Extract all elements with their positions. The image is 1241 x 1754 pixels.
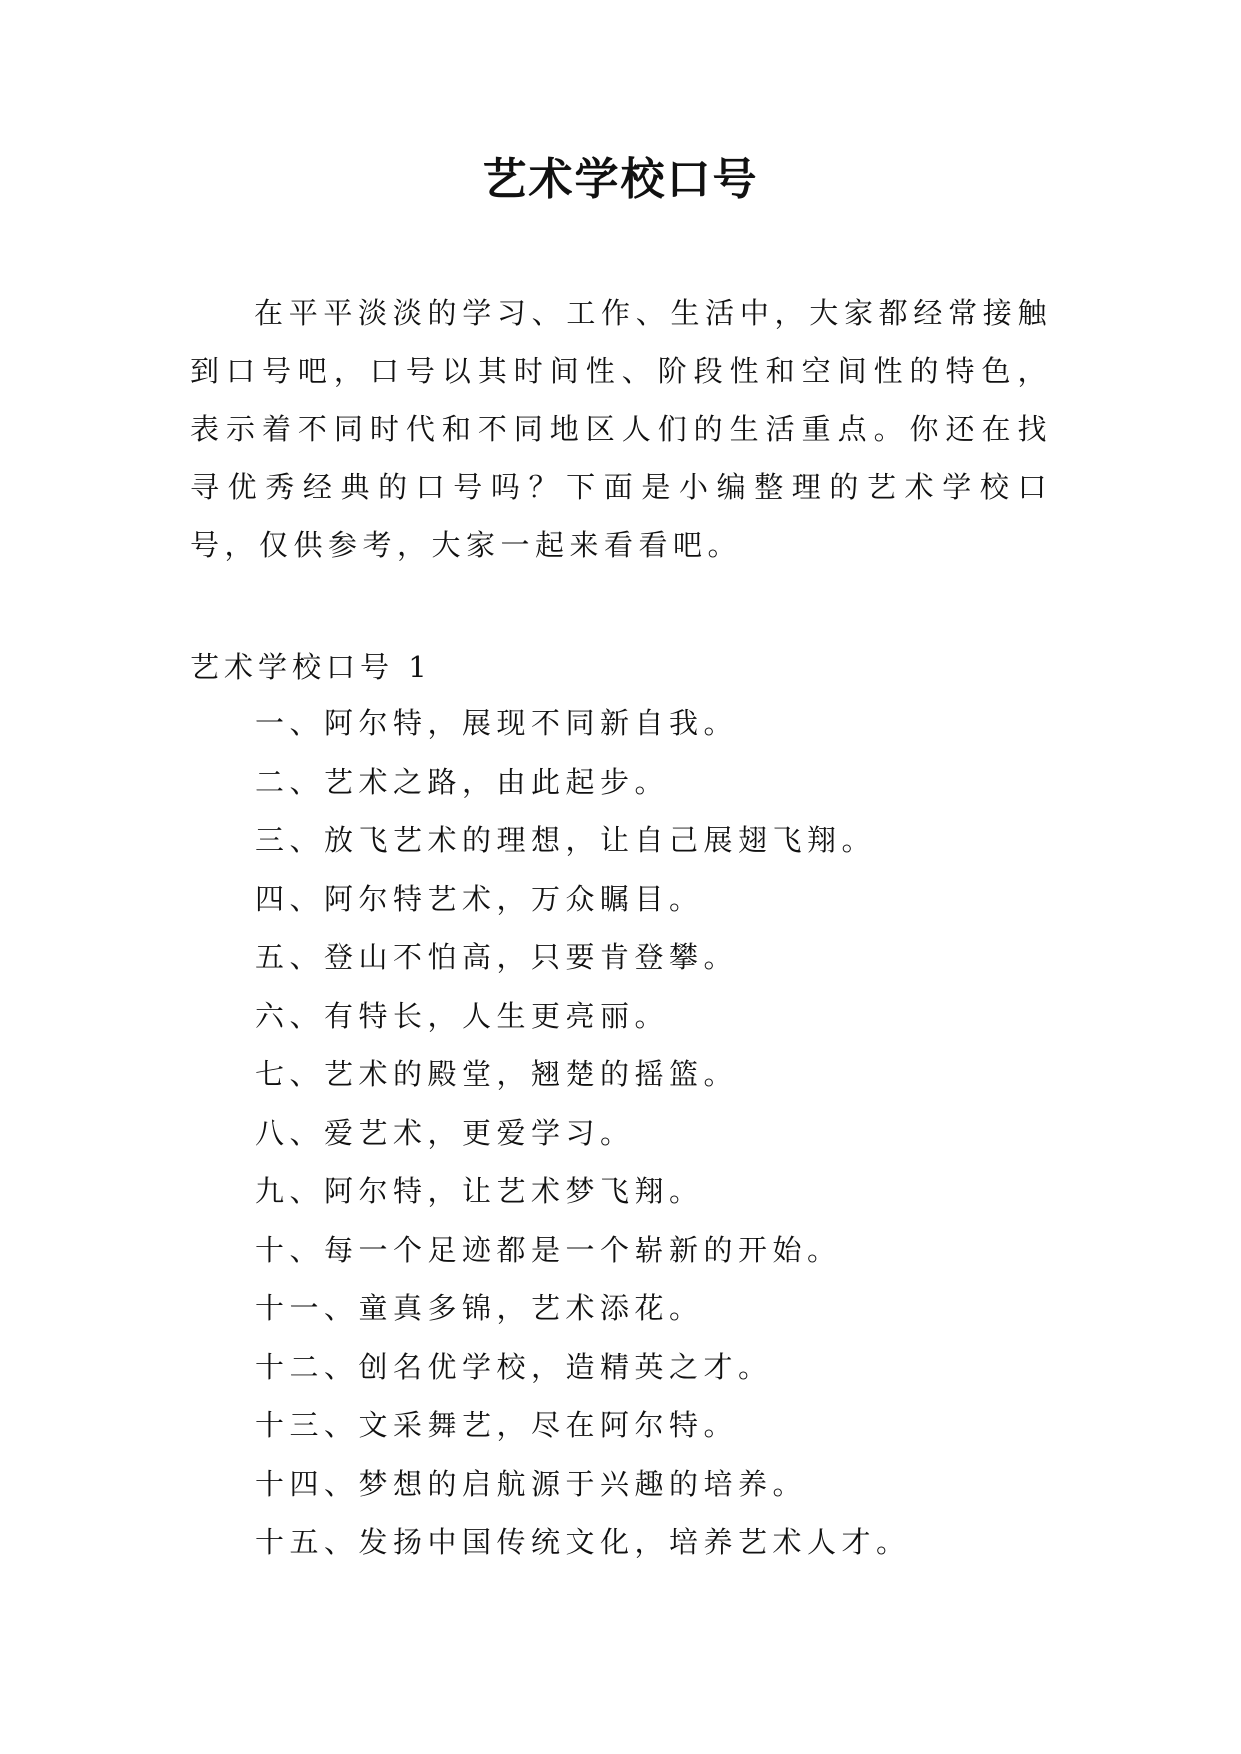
slogan-item: 九、阿尔特，让艺术梦飞翔。: [255, 1174, 704, 1208]
slogan-item: 十三、文采舞艺，尽在阿尔特。: [255, 1408, 739, 1442]
slogan-item: 三、放飞艺术的理想，让自己展翅飞翔。: [255, 823, 877, 857]
slogan-item: 十一、童真多锦，艺术添花。: [255, 1291, 704, 1325]
slogan-item: 六、有特长，人生更亮丽。: [255, 998, 670, 1033]
slogan-item: 十二、创名优学校，造精英之才。: [255, 1349, 773, 1384]
slogan-item: 二、艺术之路，由此起步。: [255, 764, 670, 799]
slogan-item: 一、阿尔特，展现不同新自我。: [255, 706, 739, 740]
slogan-item: 八、爱艺术，更爱学习。: [255, 1115, 635, 1150]
slogan-item: 七、艺术的殿堂，翘楚的摇篮。: [255, 1057, 739, 1091]
slogan-item: 十、每一个足迹都是一个崭新的开始。: [255, 1232, 842, 1267]
section-heading: 艺术学校口号 1: [190, 650, 432, 684]
slogan-item: 五、登山不怕高，只要肯登攀。: [255, 940, 739, 974]
page-title: 艺术学校口号: [482, 154, 759, 205]
slogan-item: 四、阿尔特艺术，万众瞩目。: [255, 881, 704, 916]
slogan-item: 十四、梦想的启航源于兴趣的培养。: [255, 1466, 808, 1501]
slogan-item: 十五、发扬中国传统文化，培养艺术人才。: [255, 1525, 911, 1559]
intro-paragraph: 在平平淡淡的学习、工作、生活中，大家都经常接触到口号吧，口号以其时间性、阶段性和空间性的特色，表示着不同时代和不同地区人们的生活重点。你还在找寻优秀经典的口号吗？下面是小编整理的艺术学校口号，仅供参考，大家一起来看看吧。: [190, 296, 1052, 562]
slogan-list: [255, 694, 911, 1572]
